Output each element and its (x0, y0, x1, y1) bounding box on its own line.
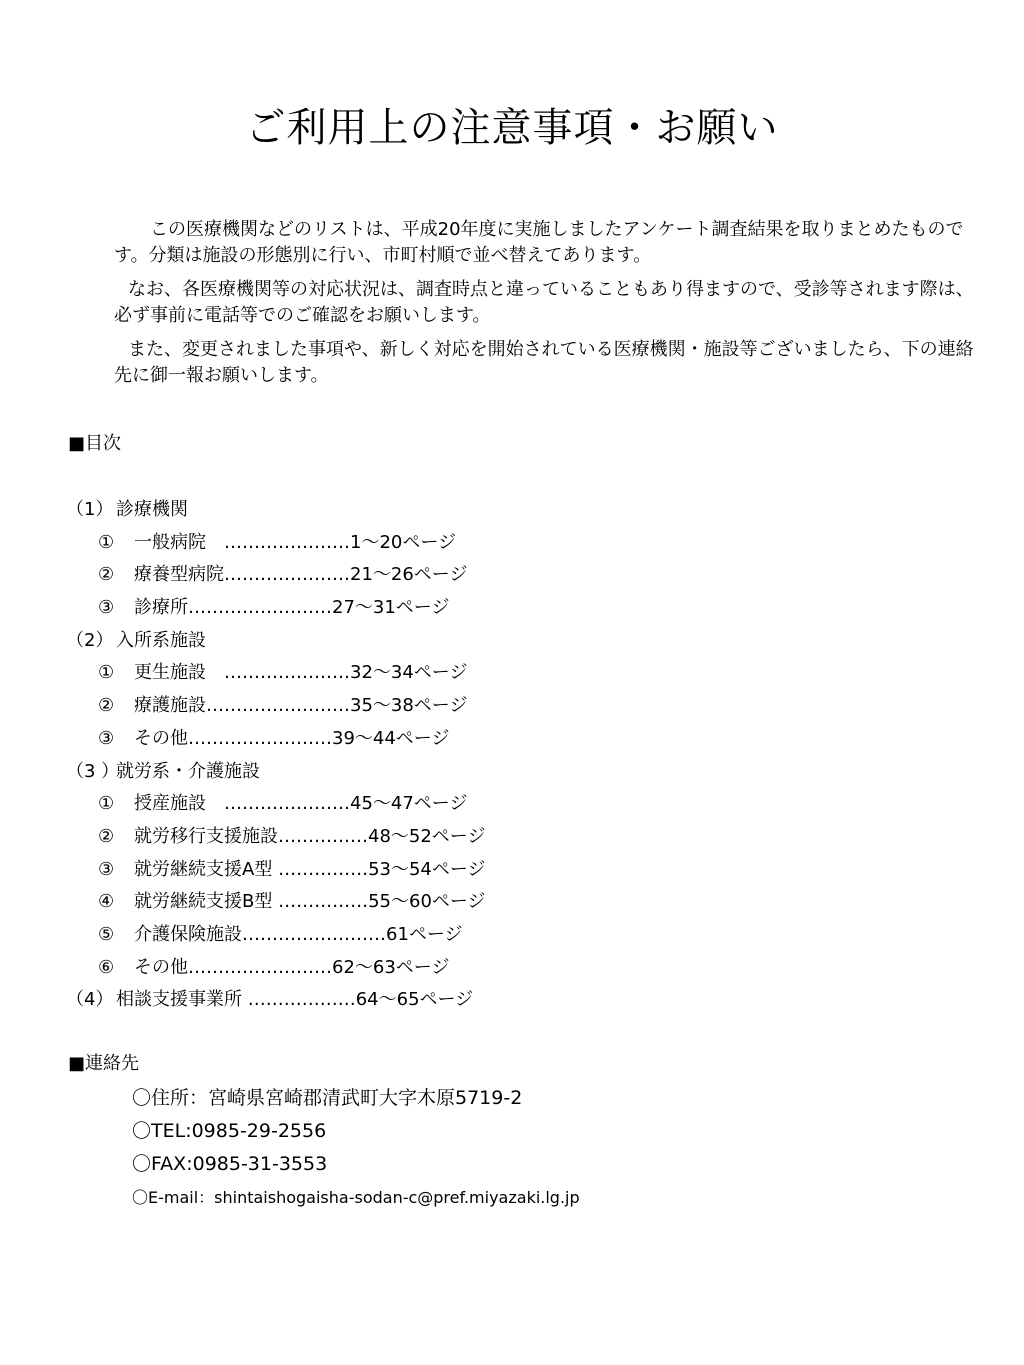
toc-label: 就労継続支援B型 ……………55～60ページ (134, 891, 486, 913)
toc-label: 相談支援事業所 ………………64～65ページ (116, 989, 474, 1011)
toc-label: 診療所……………………27～31ページ (134, 597, 450, 619)
toc-section-1 (66, 494, 666, 527)
toc-label: 入所系施設 (116, 629, 206, 651)
toc-item (66, 527, 666, 560)
toc-label: その他……………………39～44ページ (134, 727, 450, 749)
toc-number: ④ (98, 891, 115, 913)
toc-number: ⑤ (98, 923, 115, 945)
toc-section-2 (66, 625, 666, 658)
toc-label: 更生施設 …………………32～34ページ (134, 662, 468, 684)
toc-section-4 (66, 984, 666, 1017)
contact-fax: 〇FAX:0985-31-3553 (132, 1153, 328, 1175)
toc-number: ③ (98, 727, 115, 749)
intro-paragraph-3: また、変更されました事項や、新しく対応を開始されている医療機関・施設等ございましたら、下の連絡先に御一報お願いします。 (114, 339, 974, 386)
toc-label: 療護施設……………………35～38ページ (134, 695, 468, 717)
intro-paragraph-1: この医療機関などのリストは、平成20年度に実施しましたアンケート調査結果を取りまとめたものです。分類は施設の形態別に行い、市町村順で並べ替えてあります。 (114, 219, 964, 266)
toc-number: ① (98, 662, 115, 684)
toc-number: （3 ） (66, 760, 120, 782)
contact-address: 〇住所：宮崎県宮崎郡清武町大字木原5719-2 (132, 1087, 523, 1109)
toc-item (66, 657, 666, 690)
contact-email: 〇E-mail：shintaishogaisha-sodan-c@pref.miyazaki.lg.jp (132, 1188, 580, 1207)
toc-number: ① (98, 531, 115, 553)
toc-number: ② (98, 825, 115, 847)
toc-item (66, 821, 666, 854)
toc-item (66, 592, 666, 625)
toc-number: ② (98, 695, 115, 717)
toc-number: ① (98, 793, 115, 815)
toc-item (66, 952, 666, 985)
toc-label: 一般病院 …………………1～20ページ (134, 531, 456, 553)
toc-item (66, 559, 666, 592)
toc-number: （4） (66, 989, 114, 1011)
toc-item (66, 690, 666, 723)
page-title: ご利用上の注意事項・お願い (245, 105, 779, 151)
toc-item (66, 788, 666, 821)
toc-item (66, 854, 666, 887)
intro-paragraph-2: なお、各医療機関等の対応状況は、調査時点と違っていることもあり得ますので、受診等されます際は、必ず事前に電話等でのご確認をお願いします。 (114, 279, 974, 326)
toc-label: 診療機関 (116, 499, 188, 520)
toc-number: （2） (66, 629, 114, 651)
toc-item (66, 886, 666, 919)
toc-section-3 (66, 756, 666, 789)
toc-item (66, 919, 666, 952)
toc-label: その他……………………62～63ページ (134, 956, 450, 978)
toc-number: ③ (98, 858, 115, 880)
contact-info (132, 1082, 580, 1214)
toc-label: 就労移行支援施設……………48～52ページ (134, 825, 486, 847)
toc-number: ⑥ (98, 956, 115, 978)
toc-label: 療養型病院…………………21～26ページ (134, 564, 468, 586)
toc-heading: ■目次 (68, 433, 122, 454)
toc-label: 就労継続支援A型 ……………53～54ページ (134, 858, 486, 880)
toc-number: （1） (66, 499, 114, 520)
intro-text (114, 217, 984, 397)
toc-label: 介護保険施設……………………61ページ (134, 923, 463, 945)
contact-tel: 〇TEL:0985-29-2556 (132, 1120, 327, 1142)
toc-label: 授産施設 …………………45～47ページ (134, 793, 468, 815)
table-of-contents (66, 494, 666, 1017)
contact-heading: ■連絡先 (68, 1053, 140, 1074)
toc-item (66, 723, 666, 756)
toc-label: 就労系・介護施設 (116, 760, 260, 782)
toc-number: ③ (98, 597, 115, 619)
toc-number: ② (98, 564, 115, 586)
